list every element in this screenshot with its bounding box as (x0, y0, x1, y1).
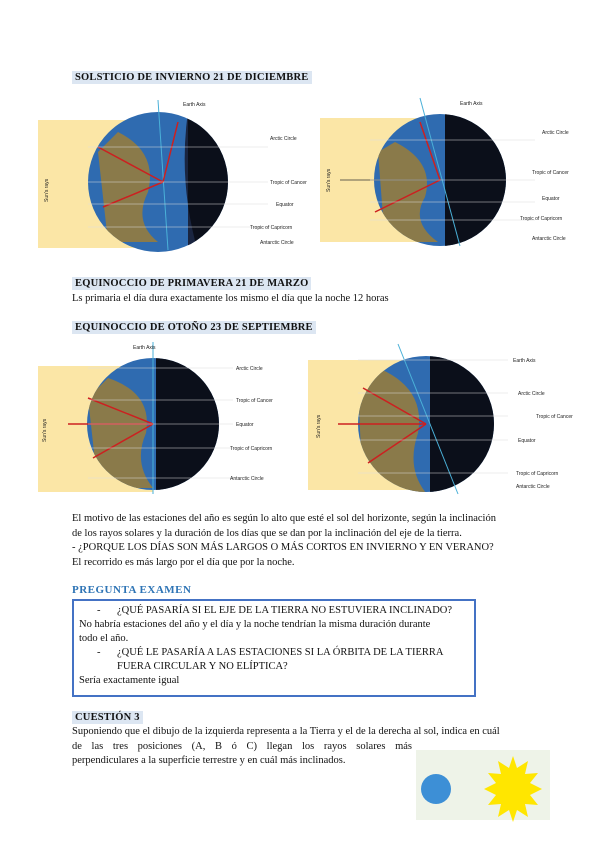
label-capricorn: Tropic of Capricorn (520, 216, 563, 222)
label-arctic: Arctic Circle (518, 391, 545, 397)
label-arctic: Arctic Circle (542, 130, 569, 136)
label-equator: Equator (542, 196, 560, 202)
label-earth-axis: Earth Axis (133, 345, 156, 351)
label-capricorn: Tropic of Capricorn (230, 446, 273, 452)
cuestion-line-2: de las tres posiciones (A, B ó C) llegan los rayos solares más (72, 741, 412, 752)
exam-a1-line1: No habría estaciones del año y el día y la noche tendrían la misma duración durante (79, 619, 431, 630)
label-antarctic: Antarctic Circle (260, 240, 294, 246)
earth-circle (421, 774, 451, 804)
label-antarctic: Antarctic Circle (532, 236, 566, 242)
label-capricorn: Tropic of Capricorn (250, 225, 293, 231)
exam-q2-line2: FUERA CIRCULAR Y NO ELÍPTICA? (117, 661, 288, 672)
label-sun: Sun's rays (42, 418, 48, 442)
figure-equinoccio-2 (308, 338, 586, 498)
label-sun: Sun's rays (326, 168, 332, 192)
cuestion-title: CUESTIÓN 3 (72, 711, 143, 724)
sun-shape (484, 756, 542, 822)
paragraph-line-1: El motivo de las estaciones del año es según lo alto que esté el sol del horizonte, según la inclinación (72, 513, 496, 524)
label-cancer: Tropic of Cancer (532, 170, 569, 176)
label-sun: Sun's rays (44, 178, 50, 202)
seasons-paragraph (72, 512, 552, 570)
cuestion-line-1: Suponiendo que el dibujo de la izquierda representa a la Tierra y el de la derecha al sol, indica en cuál (72, 726, 500, 737)
exam-title: PREGUNTA EXAMEN (72, 584, 192, 596)
exam-a2: Sería exactamente igual (79, 675, 180, 686)
label-antarctic: Antarctic Circle (230, 476, 264, 482)
exam-a1-line2: todo el año. (79, 633, 129, 644)
label-cancer: Tropic of Cancer (270, 180, 307, 186)
figure-solsticio-1 (38, 92, 307, 252)
label-equator: Equator (518, 438, 536, 444)
label-equator: Equator (236, 422, 254, 428)
label-cancer: Tropic of Cancer (236, 398, 273, 404)
label-arctic: Arctic Circle (270, 136, 297, 142)
paragraph-line-2: de los rayos solares y la duración de los días que se dan por la inclinación del eje de la tierra. (72, 527, 462, 539)
heading-primavera: EQUINOCCIO DE PRIMAVERA 21 DE MARZO (72, 277, 311, 290)
label-earth-axis: Earth Axis (460, 101, 483, 107)
figure-solsticio-2 (320, 92, 582, 248)
exam-q2-text: ¿QUÉ LE PASARÍA A LAS ESTACIONES SI LA ÓRBITA DE LA TIERRA (117, 647, 444, 658)
label-capricorn: Tropic of Capricorn (516, 471, 559, 477)
exam-q2: - ¿QUÉ LE PASARÍA A LAS ESTACIONES SI LA ÓRBITA DE LA TIERRA (97, 647, 444, 658)
label-earth-axis: Earth Axis (513, 358, 536, 364)
heading-solsticio: SOLSTICIO DE INVIERNO 21 DE DICIEMBRE (72, 71, 312, 84)
label-sun: Sun's rays (316, 414, 322, 438)
primavera-text: Ls primaria el día dura exactamente los mismo el día que la noche 12 horas (72, 293, 389, 304)
label-earth-axis: Earth Axis (183, 102, 206, 108)
earth-sun-figure (416, 750, 550, 820)
label-cancer: Tropic of Cancer (536, 414, 573, 420)
label-arctic: Arctic Circle (236, 366, 263, 372)
cuestion-line-3: perpendiculares a la superficie terrestre y en cuál más inclinados. (72, 755, 346, 766)
heading-otono: EQUINOCCIO DE OTOÑO 23 DE SEPTIEMBRE (72, 321, 316, 334)
exam-q1: - ¿QUÉ PASARÍA SI EL EJE DE LA TIERRA NO ESTUVIERA INCLINADO? (97, 605, 453, 616)
paragraph-line-4: El recorrido es más largo por el día que por la noche. (72, 556, 295, 568)
label-antarctic: Antarctic Circle (516, 484, 550, 490)
exam-q1-text: ¿QUÉ PASARÍA SI EL EJE DE LA TIERRA NO ESTUVIERA INCLINADO? (117, 605, 453, 616)
paragraph-line-3: - ¿PORQUE LOS DÍAS SON MÁS LARGOS O MÁS CORTOS EN INVIERNO Y EN VERANO? (72, 542, 494, 553)
label-equator: Equator (276, 202, 294, 208)
exam-box (72, 599, 476, 697)
figure-equinoccio-1 (38, 338, 282, 496)
